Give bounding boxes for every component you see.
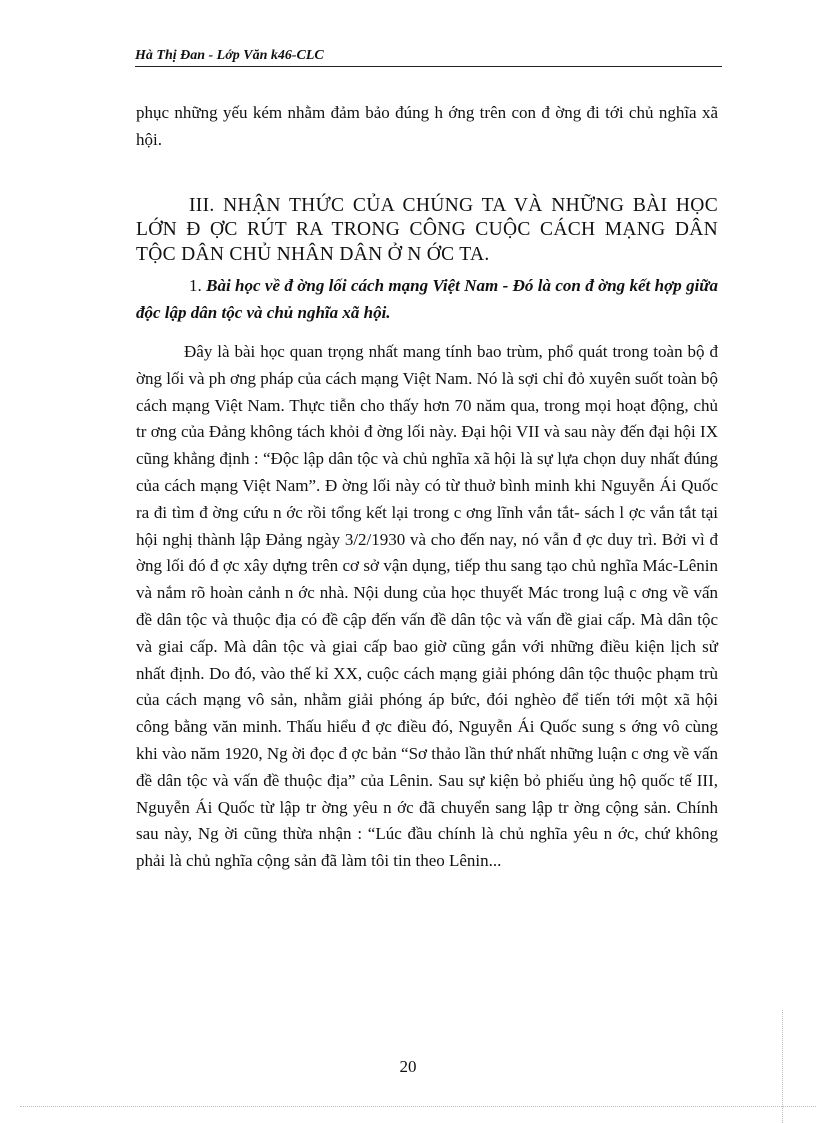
section-heading-line: TỘC DÂN CHỦ NHÂN DÂN Ở N ỚC TA. (136, 243, 490, 265)
body-text: Đây là bài học quan trọng nhất mang tính bao trùm, phổ quát trong toàn bộ đ ờng lối và ph ơng pháp của cách mạng Việt Nam. Nó là sợi chỉ đỏ xuyên suốt toàn bộ cách mạng Việt Nam. Thực tiễn cho thấy hơn 70 năm qua, trong mọi hoạt động, chủ tr ơng của Đảng không tách khỏi đ ờng lối này. Đại hội VII và sau này đến đại hội IX cũng khẳng định : “Độc lập dân tộc và chủ nghĩa xã hội là sự lựa chọn duy nhất đúng của cách mạng Việt Nam”. Đ ờng lối này có từ thuở bình minh khi Nguyễn Ái Quốc ra đi tìm đ ờng cứu n ớc rồi tổng kết lại trong c ơng lĩnh vắn tắt- sách l ợc vắn tắt tại hội nghị thành lập Đảng ngày 3/2/1930 và cho đến nay, nó vẫn đ ợc duy trì. Bởi vì đ ờng lối đó đ ợc xây dựng trên cơ sở vận dụng, tiếp thu sang tạo chủ nghĩa Mác-Lênin và nắm rõ hoàn cảnh n ớc nhà. Nội dung của học thuyết Mác trong luậ c ơng về vấn đề dân tộc và thuộc địa có đề cập đến vấn đề dân tộc và vấn đề giai cấp. Mà dân tộc và giai cấp. Mà dân tộc và giai cấp bao giờ cũng gắn với những điều kiện lịch sử nhất định. Do đó, vào thế kỉ XX, cuộc cách mạng giải phóng dân tộc thuộc phạm trù của cách mạng vô sản, nhằm giải phóng áp bức, đói nghèo để tiến tới một xã hội công bằng văn minh. Thấu hiểu đ ợc điều đó, Nguyễn Ái Quốc sung s ớng vô cùng khi vào năm 1920, Ng ời đọc đ ợc bản “Sơ thảo lần thứ nhất những luận c ơng về vấn đề dân tộc và vấn đề thuộc địa” của Lênin. Sau sự kiện bỏ phiếu ủng hộ quốc tế III, Nguyễn Ái Quốc từ lập tr ờng yêu n ớc đã chuyển sang lập tr ờng cộng sản. Chính sau này, Ng ời cũng thừa nhận : “Lúc đầu chính là chủ nghĩa yêu n ớc, chứ không phải là chủ nghĩa cộng sản đã làm tôi tin theo Lênin... (136, 341, 718, 871)
intro-paragraph: phục những yếu kém nhằm đảm bảo đúng h ớng trên con đ ờng đi tới chủ nghĩa xã hội. (136, 103, 718, 149)
section-heading (136, 194, 718, 268)
section-heading-line: LỚN Đ ỢC RÚT RA TRONG CÔNG CUỘC CÁCH MẠNG DÂN (136, 219, 718, 241)
subheading-number: 1. (189, 276, 207, 296)
page-content (136, 100, 718, 875)
section-heading-line: III. NHẬN THỨC CỦA CHÚNG TA VÀ NHỮNG BÀI HỌC (189, 194, 718, 216)
page-number: 20 (399, 1057, 417, 1076)
page-edge-marker (20, 1106, 816, 1107)
body-paragraph (136, 339, 718, 875)
running-header: Hà Thị Đan - Lớp Văn k46-CLC (135, 47, 722, 67)
subheading (136, 273, 718, 327)
subheading-title: Bài học về đ ờng lối cách mạng Việt Nam - Đó là con đ ờng kết hợp giữa độc lập dân tộc và chủ nghĩa xã hội. (136, 276, 718, 323)
